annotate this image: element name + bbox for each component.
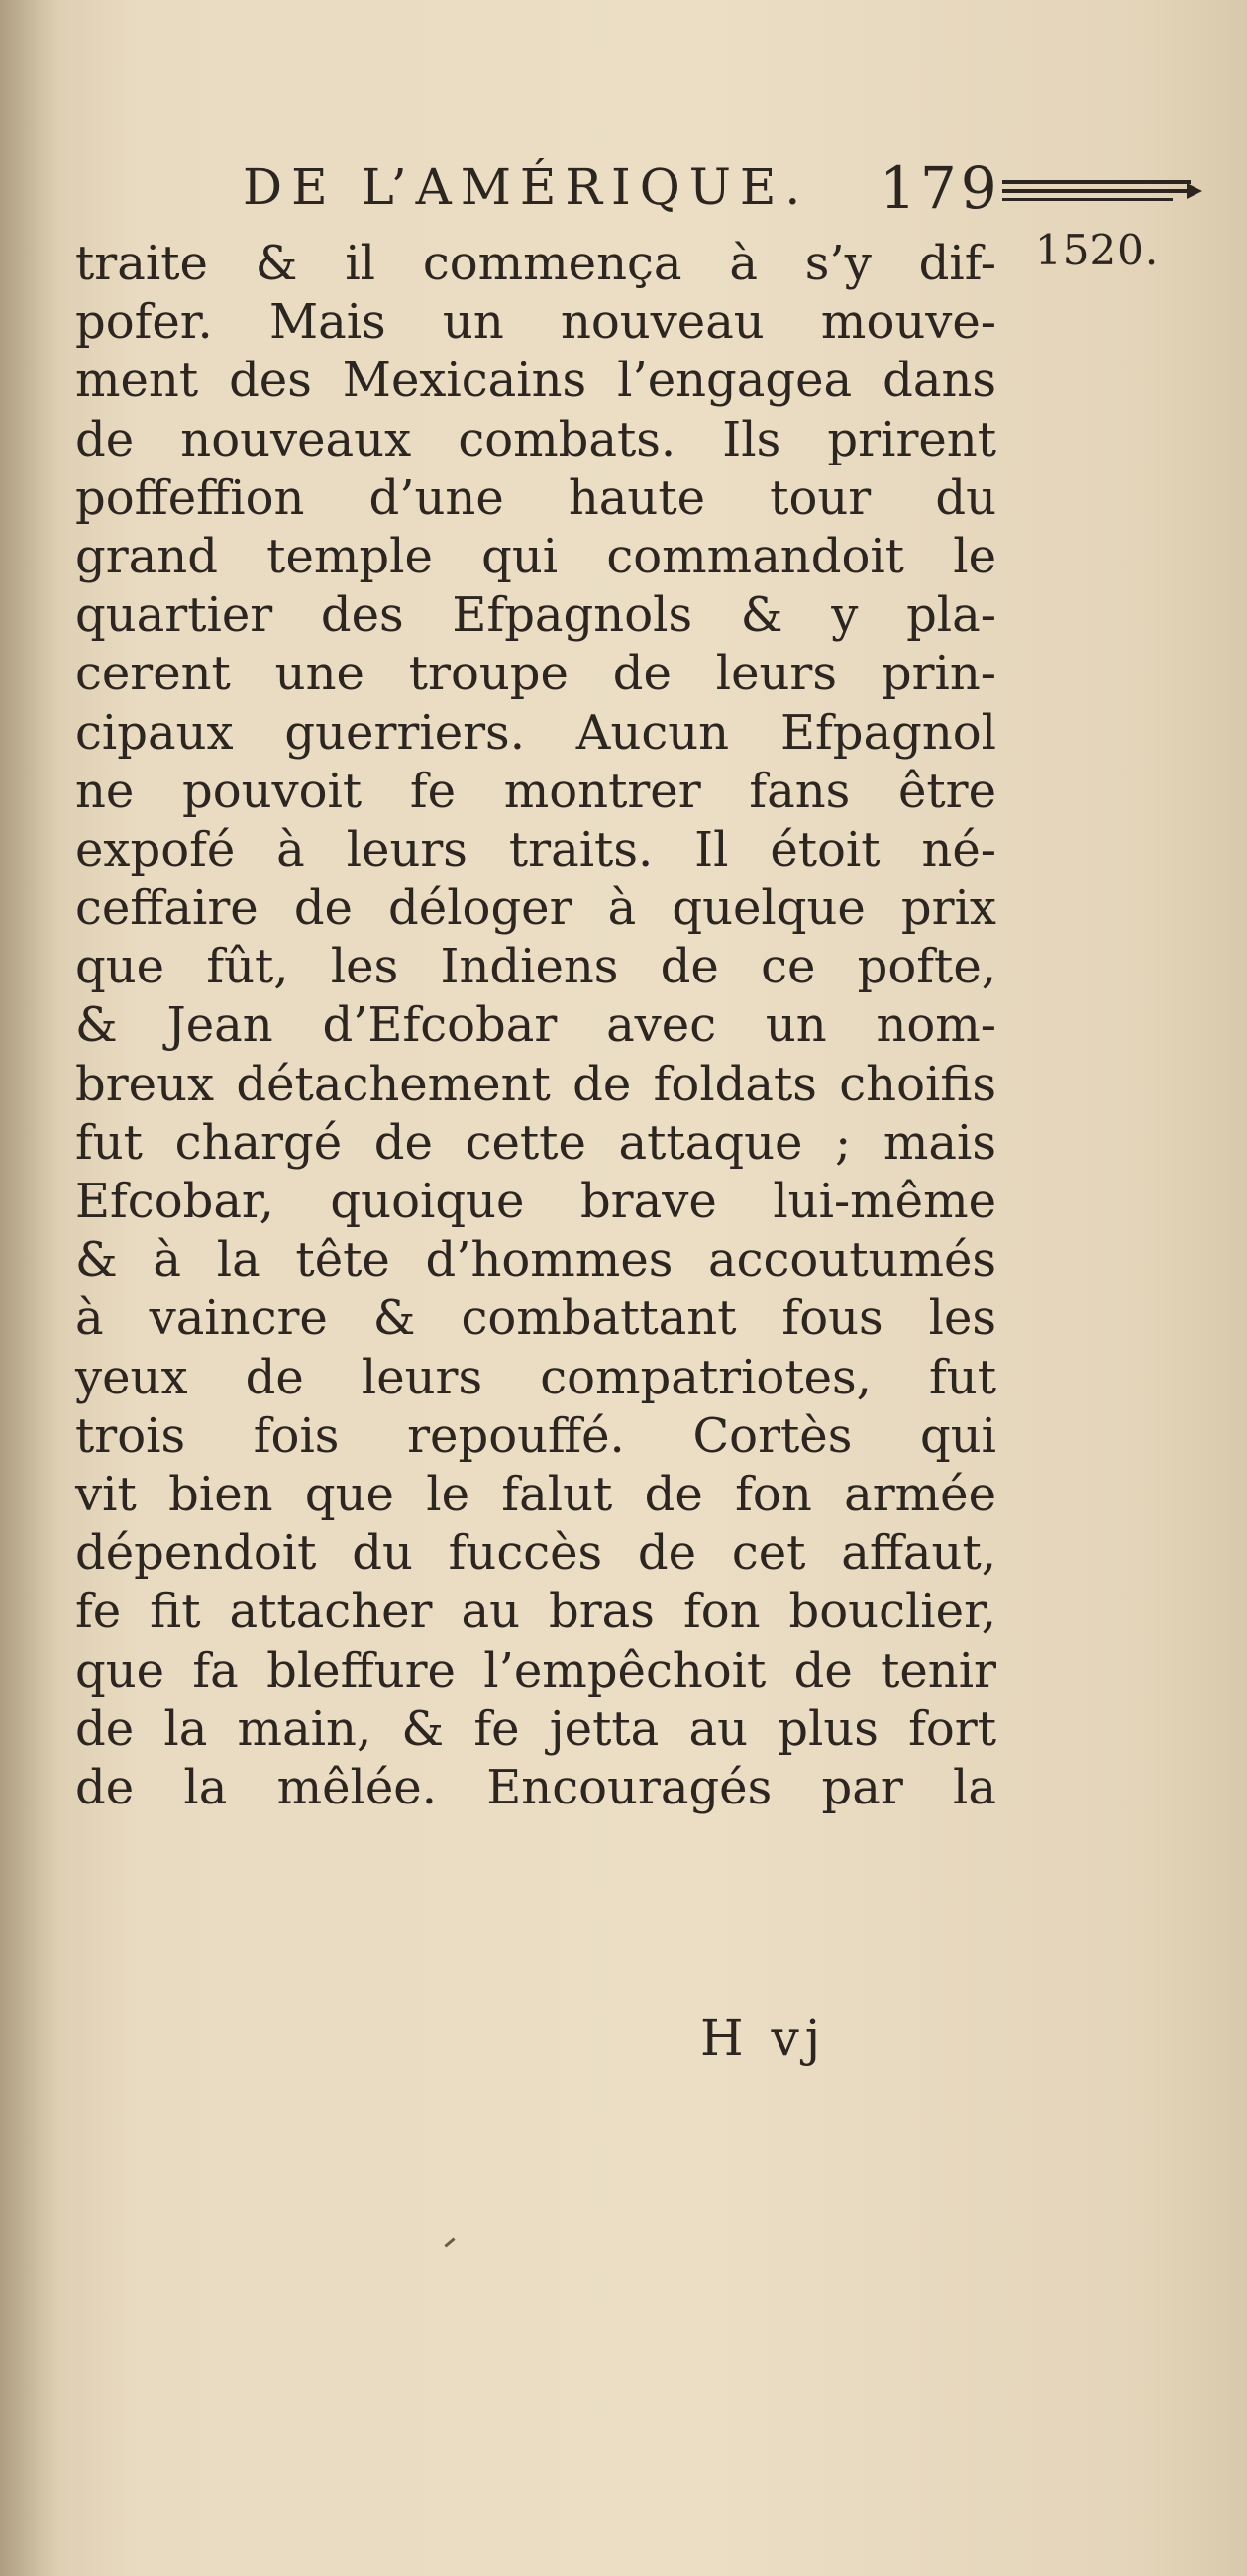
text-line: & à la tête d’hommes accoutumés [75, 1232, 996, 1288]
text-line: pofer. Mais un nouveau mouve- [75, 294, 996, 351]
gutter-shadow [0, 0, 59, 2576]
text-line: fut chargé de cette attaque ; mais [75, 1114, 996, 1171]
text-line: vit bien que le falut de fon armée [75, 1466, 996, 1522]
text-line: de nouveaux combats. Ils prirent [75, 411, 996, 467]
text-line: que fût, les Indiens de ce pofte, [75, 939, 996, 995]
text-line: ne pouvoit fe montrer fans être [75, 763, 996, 819]
page-header [0, 149, 1247, 228]
text-line: traite & il commença à s’y dif- [75, 236, 996, 291]
margin-year-note: 1520. [1035, 226, 1160, 274]
text-line: ceffaire de déloger à quelque prix [75, 880, 996, 937]
ornament-rule [1002, 180, 1202, 200]
text-line: quartier des Efpagnols & y pla- [75, 587, 996, 644]
text-line: expofé à leurs traits. Il étoit né- [75, 821, 996, 877]
text-line: dépendoit du fuccès de cet affaut, [75, 1525, 996, 1582]
text-line: fe fit attacher au bras fon bouclier, [75, 1584, 996, 1640]
text-line: Efcobar, quoique brave lui-même [75, 1174, 996, 1229]
stray-ink-mark [444, 2237, 455, 2247]
text-line: & Jean d’Efcobar avec un nom- [75, 997, 996, 1054]
text-line: que fa bleffure l’empêchoit de tenir [75, 1642, 996, 1699]
text-line: cerent une troupe de leurs prin- [75, 646, 996, 702]
text-line: breux détachement de foldats choifis [75, 1056, 996, 1112]
text-line: poffeffion d’une haute tour du [75, 469, 996, 526]
text-line: de la main, & fe jetta au plus fort [75, 1700, 996, 1757]
text-line: de la mêlée. Encouragés par la [75, 1759, 996, 1815]
text-line: grand temple qui commandoit le [75, 528, 996, 584]
running-title: DE L’AMÉRIQUE. [243, 158, 810, 216]
text-line: à vaincre & combattant fous les [75, 1290, 996, 1347]
page-number: 179 [880, 155, 1001, 222]
text-line: cipaux guerriers. Aucun Efpagnol [75, 704, 996, 761]
signature-mark: H vj [700, 2009, 827, 2067]
text-line: trois fois repouffé. Cortès qui [75, 1407, 996, 1464]
text-line: ment des Mexicains l’engagea dans [75, 353, 996, 409]
body-text [75, 235, 996, 1817]
text-line: yeux de leurs compatriotes, fut [75, 1349, 996, 1405]
